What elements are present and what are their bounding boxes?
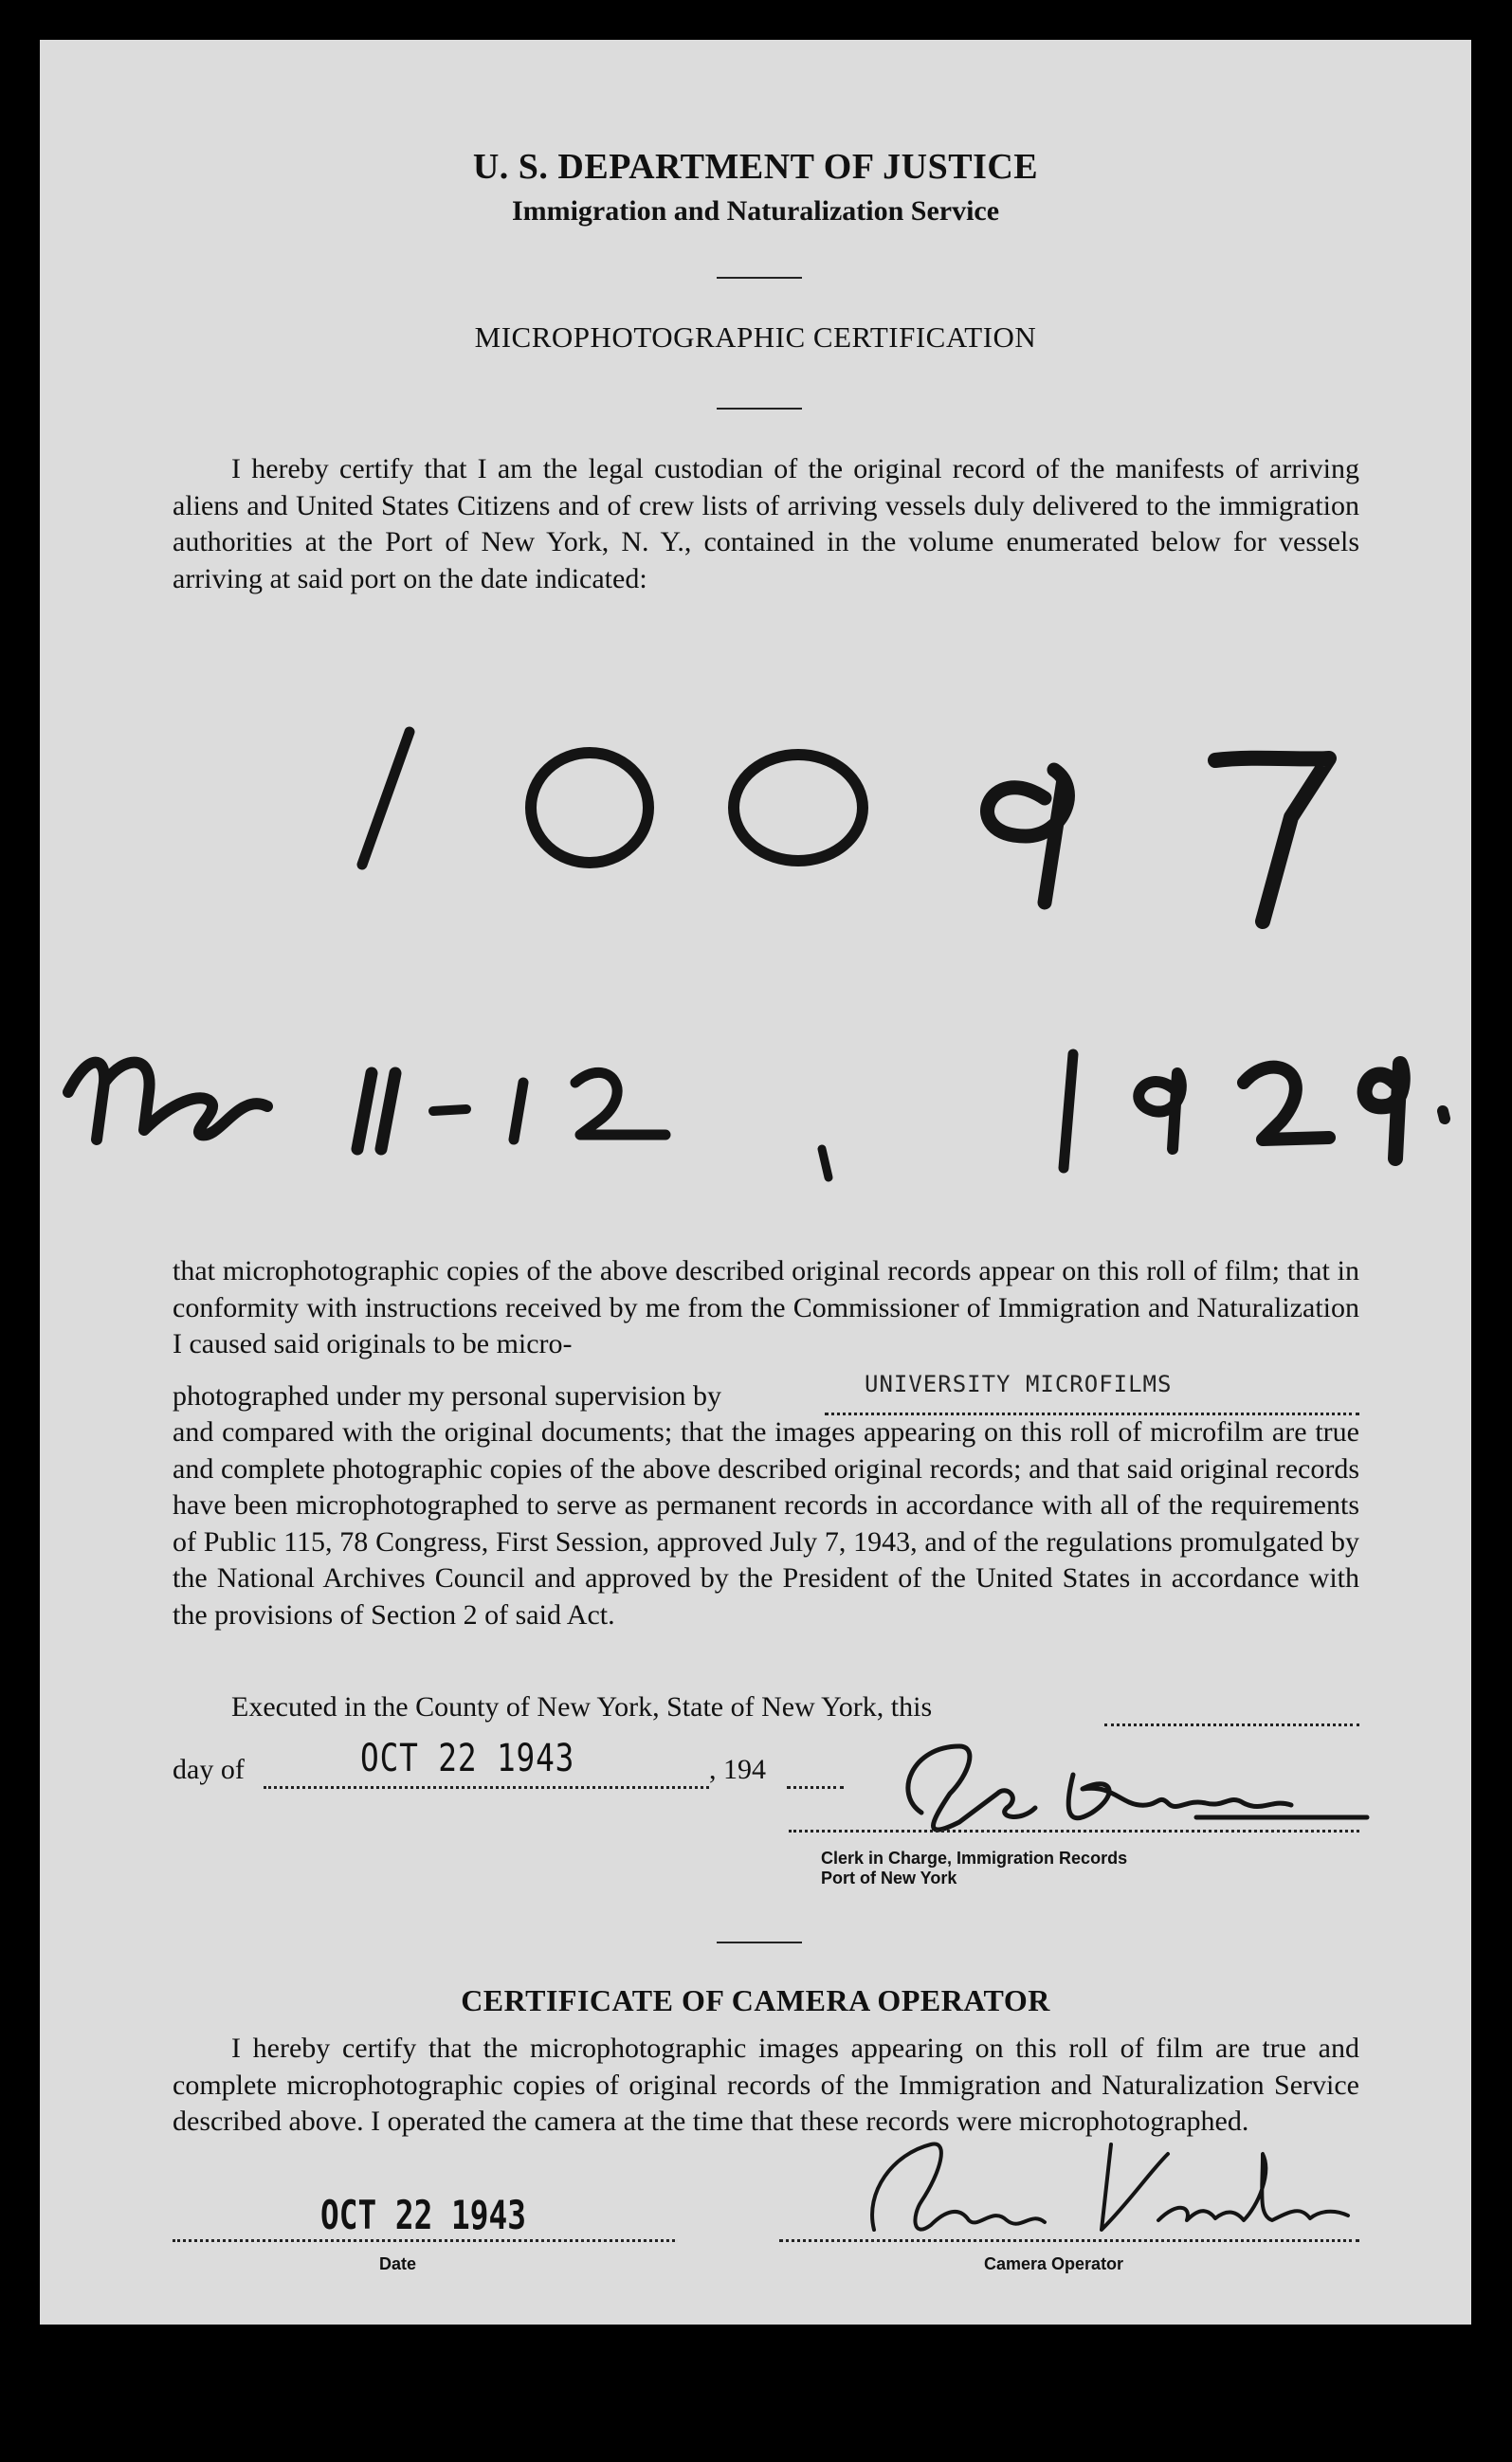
clerk-signature-handwriting xyxy=(855,1718,1386,1860)
department-heading: U. S. DEPARTMENT OF JUSTICE xyxy=(472,147,1039,187)
camera-operator-paragraph: I hereby certify that the microphotographic images appearing on this roll of film are true and complete microphotographic copies of original records of the Immigration and Naturalization Service described above. I operated the camera at the time that these records were microphotographed. xyxy=(173,2033,1359,2137)
day-of-dotted-line xyxy=(264,1786,709,1789)
clerk-title-line: Clerk in Charge, Immigration Records xyxy=(821,1849,1128,1868)
operator-date-stamp: OCT 22 1943 xyxy=(320,2192,526,2238)
divider xyxy=(717,1942,802,1943)
clerk-signature-line xyxy=(789,1830,1359,1833)
year-suffix: , 194 xyxy=(709,1754,766,1785)
camera-operator-title: CERTIFICATE OF CAMERA OPERATOR xyxy=(461,1983,1050,2017)
service-subheading: Immigration and Naturalization Service xyxy=(511,195,1000,227)
handwritten-volume-number xyxy=(305,675,1348,959)
operator-signature xyxy=(817,2116,1367,2249)
certificate-page xyxy=(40,40,1471,2325)
intro-paragraph: I hereby certify that I am the legal custodian of the original record of the manifests of arriving aliens and United States Citizens and of crew lists of arriving vessels duly delivered to the immigration authorities at the Port of New York, N. Y., contained in the volume enumerated below for vessels arriving at said port on the date indicated: xyxy=(173,453,1359,594)
camera-operator-label: Camera Operator xyxy=(984,2254,1124,2273)
operator-signature-handwriting xyxy=(817,2116,1367,2249)
clerk-title xyxy=(821,1849,1127,1888)
operator-date-line xyxy=(173,2239,675,2242)
clerk-location-line: Port of New York xyxy=(821,1869,957,1888)
certification-paragraph-b: and compared with the original documents; that the images appearing on this roll of microfilm are true and complete photographic copies of the above described original records; and that said original records have been microphotographed to serve as permanent records in accordance with all of the requirements of Public 115, 78 Congress, First Session, approved July 7, 1943, and of the regulations promulgated by the National Archives Council and approved by the President of the United States in accordance with the provisions of Section 2 of said Act. xyxy=(173,1416,1359,1631)
divider xyxy=(717,277,802,279)
handwritten-date-range xyxy=(49,997,1462,1187)
supervision-label: photographed under my personal supervision by xyxy=(173,1380,722,1412)
certification-paragraph-a: that microphotographic copies of the above described original records appear on this roll of film; that in conformity with instructions received by me from the Commissioner of Immigration and Naturalization I caused said originals to be micro- xyxy=(173,1255,1359,1359)
date-range-handwriting xyxy=(49,997,1462,1187)
year-dotted-line xyxy=(787,1786,844,1789)
execution-date-stamp: OCT 22 1943 xyxy=(360,1737,575,1780)
operator-date-label: Date xyxy=(379,2254,417,2273)
day-of-label: day of xyxy=(173,1754,245,1785)
volume-number-handwriting xyxy=(305,675,1348,959)
university-microfilms-stamp: UNIVERSITY MICROFILMS xyxy=(865,1371,1173,1397)
clerk-signature xyxy=(855,1718,1386,1860)
certification-title: MICROPHOTOGRAPHIC CERTIFICATION xyxy=(474,320,1037,354)
executed-text: Executed in the County of New York, State of New York, this xyxy=(231,1691,933,1723)
divider xyxy=(717,408,802,410)
